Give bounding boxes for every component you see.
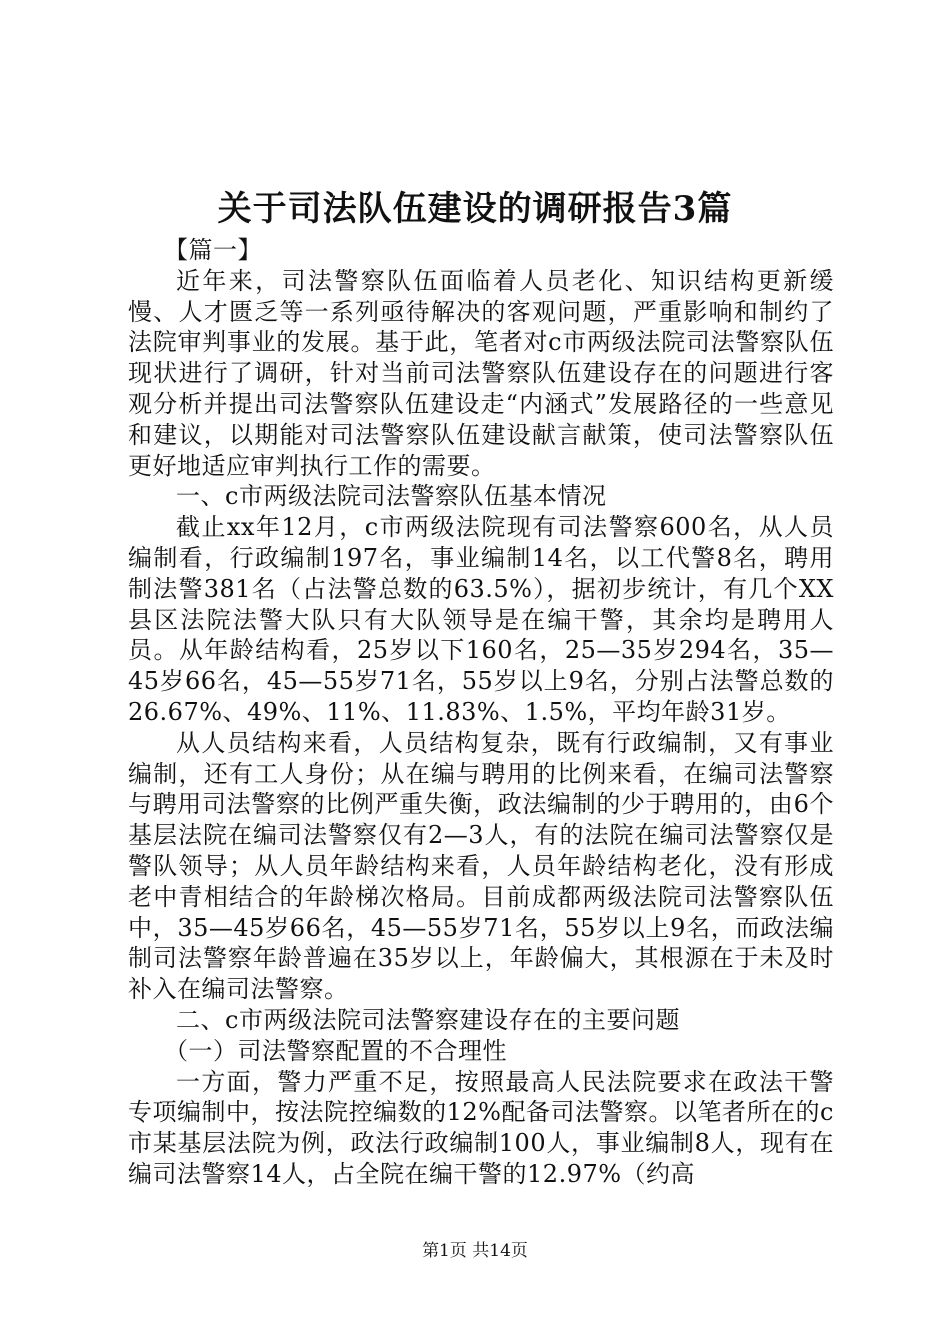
- paragraph-1: 截止xx年12月，c市两级法院现有司法警察600名，从人员编制看，行政编制197名，事业编制14名，以工代警8名，聘用制法警381名（占法警总数的63.5%），据初步统计，有几个XX县区法院法警大队只有大队领导是在编干警，其余均是聘用人员。从年龄结构看，25岁以下160名，25—35岁294名，35—45岁66名，45—55岁71名，55岁以上9名，分别占法警总数的26.67%、49%、11%、11.83%、1.5%，平均年龄31岁。: [128, 513, 834, 726]
- section-heading-2: 二、c市两级法院司法警察建设存在的主要问题: [176, 1005, 680, 1034]
- document-body: [128, 235, 834, 1190]
- document-title: 关于司法队伍建设的调研报告3篇: [217, 189, 733, 229]
- subsection-heading-1: （一）司法警察配置的不合理性: [164, 1036, 507, 1065]
- section-label: 【篇一】: [164, 236, 262, 264]
- page-footer: 第1页 共14页: [422, 1241, 528, 1261]
- paragraph-2: 从人员结构来看，人员结构复杂，既有行政编制，又有事业编制，还有工人身份；从在编与聘用的比例来看，在编司法警察与聘用司法警察的比例严重失衡，政法编制的少于聘用的，由6个基层法院在编司法警察仅有2—3人，有的法院在编司法警察仅是警队领导；从人员年龄结构来看，人员年龄结构老化，没有形成老中青相结合的年龄梯次格局。目前成都两级法院司法警察队伍中，35—45岁66名，45—55岁71名，55岁以上9名，而政法编制司法警察年龄普遍在35岁以上，年龄偏大，其根源在于未及时补入在编司法警察。: [128, 728, 834, 1004]
- section-heading-1: 一、c市两级法院司法警察队伍基本情况: [176, 482, 607, 511]
- paragraph-intro: 近年来，司法警察队伍面临着人员老化、知识结构更新缓慢、人才匮乏等一系列亟待解决的客观问题，严重影响和制约了法院审判事业的发展。基于此，笔者对c市两级法院司法警察队伍现状进行了调研，针对当前司法警察队伍建设存在的问题进行客观分析并提出司法警察队伍建设走“内涵式”发展路径的一些意见和建议，以期能对司法警察队伍建设献言献策，使司法警察队伍更好地适应审判执行工作的需要。: [128, 266, 834, 480]
- paragraph-3: 一方面，警力严重不足，按照最高人民法院要求在政法干警专项编制中，按法院控编数的12%配备司法警察。以笔者所在的c市某基层法院为例，政法行政编制100人，事业编制8人，现有在编司法警察14人，占全院在编干警的12.97%（约高: [128, 1067, 834, 1188]
